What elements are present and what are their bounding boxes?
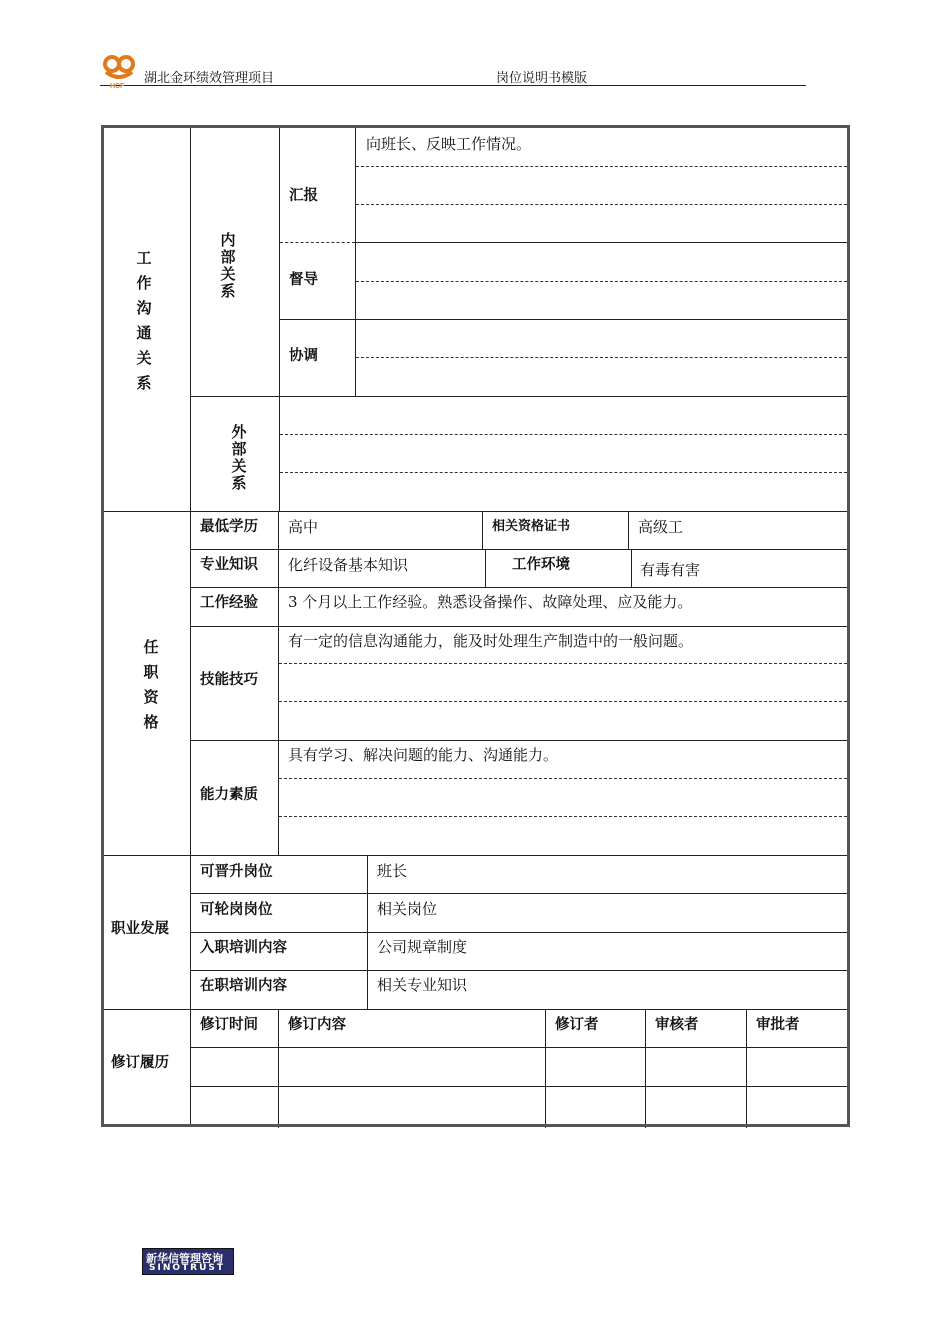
ability-value: 具有学习、解决问题的能力、沟通能力。 <box>288 746 559 764</box>
revision-col-reviewer: 审核者 <box>655 1017 699 1033</box>
promotion-value: 班长 <box>377 862 408 880</box>
onboarding-label: 入职培训内容 <box>200 940 287 956</box>
knowledge-value: 化纤设备基本知识 <box>288 556 409 574</box>
hcf-logo-icon <box>100 52 140 90</box>
report-label: 汇报 <box>289 188 318 204</box>
certificate-label: 相关资格证书 <box>492 519 571 534</box>
internal-relations-label: 内 部 关 系 <box>220 231 236 300</box>
sinotrust-logo <box>142 1248 234 1275</box>
promotion-label: 可晋升岗位 <box>200 864 273 880</box>
document-title: 岗位说明书模版 <box>496 71 588 86</box>
project-name: 湖北金环绩效管理项目 <box>144 71 275 86</box>
revision-col-approver: 审批者 <box>756 1017 800 1033</box>
rotation-label: 可轮岗岗位 <box>200 902 273 918</box>
experience-label: 工作经验 <box>200 595 258 611</box>
revision-col-content: 修订内容 <box>288 1017 346 1033</box>
ability-label: 能力素质 <box>200 787 258 803</box>
coordinate-label: 协调 <box>289 348 318 364</box>
supervise-label: 督导 <box>289 272 318 288</box>
career-section-label: 职业发展 <box>111 921 169 937</box>
sinotrust-logo-en: SINOTRUST <box>149 1263 226 1273</box>
onboarding-value: 公司规章制度 <box>377 938 468 956</box>
knowledge-label: 专业知识 <box>200 557 258 573</box>
skills-value: 有一定的信息沟通能力，能及时处理生产制造中的一般问题。 <box>288 632 694 650</box>
experience-value: 3 个月以上工作经验。熟悉设备操作、故障处理、应及能力。 <box>288 593 693 611</box>
sinotrust-logo-cn: 新华信管理咨询 <box>146 1252 223 1265</box>
report-value: 向班长、反映工作情况。 <box>366 135 532 153</box>
logo-text: HCF <box>110 83 125 90</box>
qualification-section-label: 任 职 资 格 <box>143 638 159 731</box>
certificate-value: 高级工 <box>638 518 684 536</box>
external-relations-label: 外 部 关 系 <box>231 423 247 492</box>
revision-section-label: 修订履历 <box>111 1055 169 1071</box>
ontraining-label: 在职培训内容 <box>200 978 287 994</box>
ontraining-value: 相关专业知识 <box>377 976 468 994</box>
environment-value: 有毒有害 <box>640 561 701 579</box>
education-label: 最低学历 <box>200 519 258 535</box>
rotation-value: 相关岗位 <box>377 900 438 918</box>
education-value: 高中 <box>288 518 319 536</box>
environment-label: 工作环境 <box>512 557 570 573</box>
revision-col-reviser: 修订者 <box>555 1017 599 1033</box>
revision-col-time: 修订时间 <box>200 1017 258 1033</box>
communication-section-label: 工 作 沟 通 关 系 <box>136 249 152 392</box>
page-header <box>100 52 806 90</box>
skills-label: 技能技巧 <box>200 672 258 688</box>
